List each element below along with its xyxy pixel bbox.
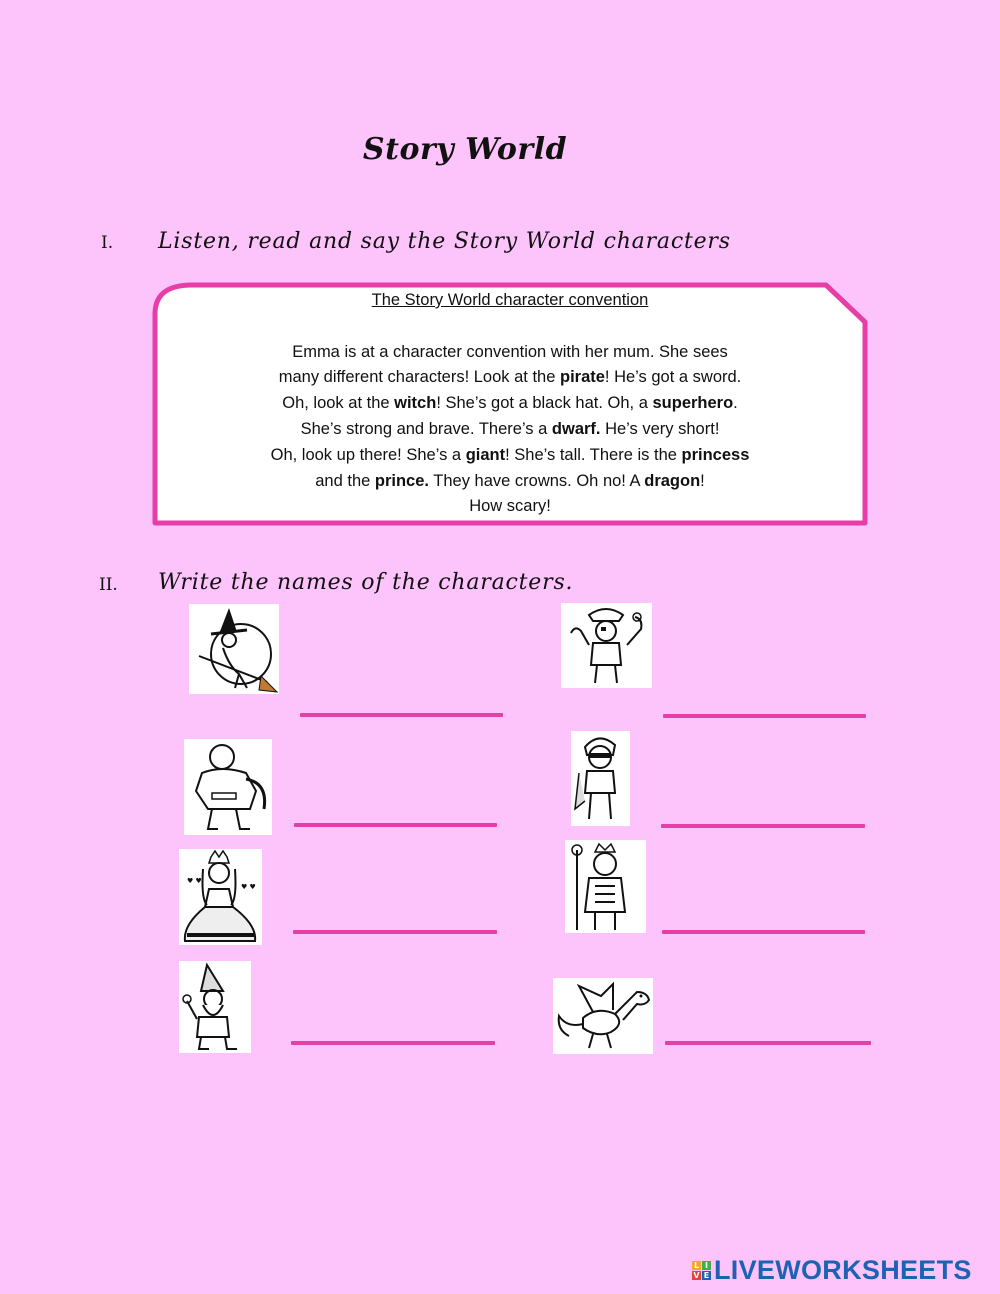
story-heading: The Story World character convention <box>371 291 649 309</box>
section-2-number: II. <box>99 575 118 595</box>
svg-text:♥ ♥: ♥ ♥ <box>187 877 202 885</box>
story-keyword: pirate <box>559 368 605 387</box>
logo-badge-icon <box>692 1261 711 1280</box>
story-keyword: princess <box>681 445 750 464</box>
story-text-segment: and the <box>315 471 375 490</box>
story-text-segment: He’s very short! <box>600 419 720 438</box>
section-1-number: I. <box>101 233 114 253</box>
logo-text: LIVEWORKSHEETS <box>714 1254 972 1285</box>
story-keyword: prince. <box>374 471 429 490</box>
story-line <box>122 469 898 495</box>
dragon-icon <box>553 978 653 1054</box>
dragon-picture <box>553 978 653 1054</box>
answer-line-witch[interactable] <box>300 713 503 717</box>
section-2-heading: Write the names of the characters. <box>158 570 574 595</box>
logo-badge-letter: I <box>702 1261 711 1270</box>
answer-line-princess[interactable] <box>293 930 497 934</box>
worksheet-title: Story World <box>362 132 568 167</box>
liveworksheets-logo[interactable] <box>692 1254 972 1286</box>
story-keyword: giant <box>465 445 506 464</box>
logo-badge-letter: V <box>693 1270 700 1280</box>
answer-line-pirate[interactable] <box>663 714 866 718</box>
story-line <box>122 365 898 391</box>
prince-picture <box>565 840 646 933</box>
story-box <box>152 282 868 526</box>
pirate-icon <box>561 603 652 688</box>
story-text-segment: . <box>733 394 738 413</box>
story-text-segment: Oh, look up there! She’s a <box>270 445 466 464</box>
story-keyword: witch <box>394 394 437 413</box>
story-line <box>122 443 898 469</box>
pirate-picture <box>561 603 652 688</box>
dwarf-icon <box>179 961 251 1053</box>
section-1-heading: Listen, read and say the Story World characters <box>158 229 731 254</box>
superhero-picture <box>571 731 630 826</box>
story-text-segment: How scary! <box>469 497 551 516</box>
logo-badge-letter: E <box>703 1270 710 1280</box>
story-keyword: dwarf. <box>551 419 601 438</box>
story-text-segment: many different characters! Look at the <box>278 368 560 387</box>
svg-text:♥ ♥: ♥ ♥ <box>241 883 256 891</box>
story-line <box>122 340 898 366</box>
princess-icon <box>179 849 262 945</box>
story-text <box>122 288 898 520</box>
story-text-segment: ! <box>700 471 705 490</box>
story-lines <box>122 340 898 521</box>
story-text-segment: She’s strong and brave. There’s a <box>300 419 552 438</box>
witch-picture <box>189 604 279 694</box>
prince-icon <box>565 840 646 933</box>
answer-line-dwarf[interactable] <box>291 1041 495 1045</box>
dwarf-picture <box>179 961 251 1053</box>
story-text-segment: ! He’s got a sword. <box>604 368 742 387</box>
witch-icon <box>189 604 279 694</box>
answer-line-superhero[interactable] <box>661 824 865 828</box>
answer-line-prince[interactable] <box>662 930 865 934</box>
answer-line-giant[interactable] <box>294 823 497 827</box>
giant-icon <box>184 739 272 835</box>
princess-picture <box>179 849 262 945</box>
story-line <box>122 391 898 417</box>
story-text-segment: Oh, look at the <box>282 394 395 413</box>
story-text-segment: They have crowns. Oh no! A <box>429 471 645 490</box>
story-line <box>122 494 898 520</box>
answer-line-dragon[interactable] <box>665 1041 871 1045</box>
logo-badge-letter: L <box>693 1260 700 1270</box>
superhero-icon <box>571 731 630 826</box>
story-text-segment: ! She’s got a black hat. Oh, a <box>436 394 653 413</box>
story-keyword: dragon <box>644 471 701 490</box>
giant-picture <box>184 739 272 835</box>
story-keyword: superhero <box>652 394 734 413</box>
story-text-segment: ! She’s tall. There is the <box>505 445 682 464</box>
story-text-segment: Emma is at a character convention with her mum. She sees <box>292 342 728 361</box>
story-line <box>122 417 898 443</box>
